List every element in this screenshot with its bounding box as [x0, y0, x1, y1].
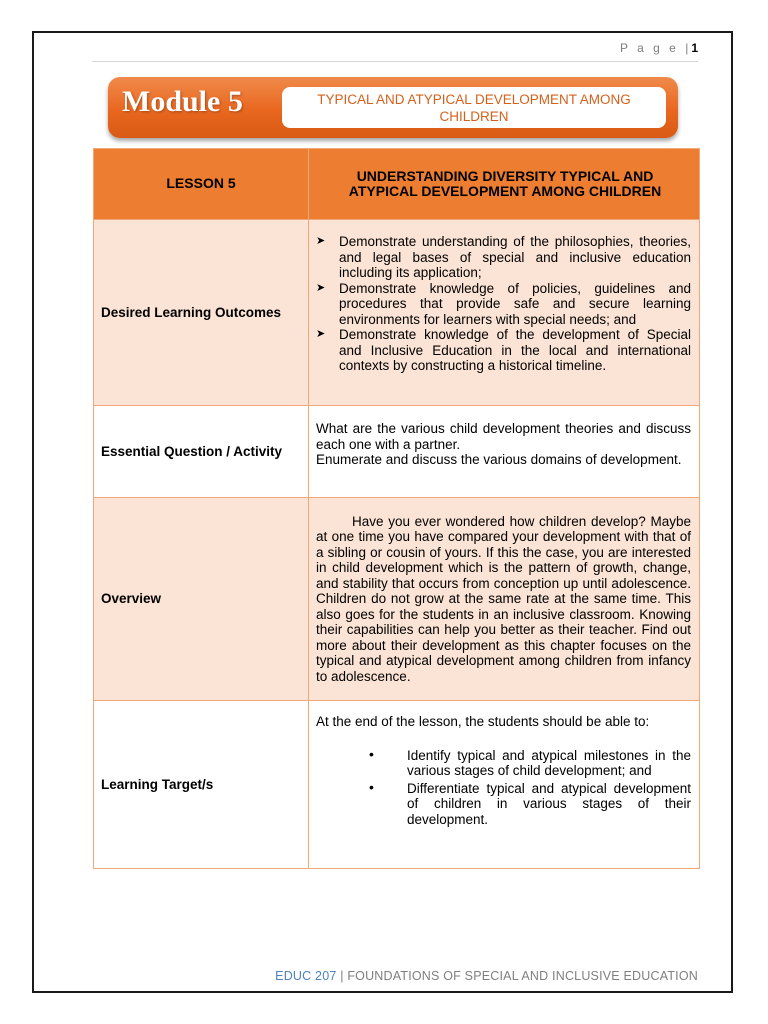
lesson-title: UNDERSTANDING DIVERSITY TYPICAL AND ATYPICAL DEVELOPMENT AMONG CHILDREN	[309, 149, 700, 220]
overview-text: Have you ever wondered how children develop? Maybe at one time you have compared your development with that of a sibling or cousin of yours. If this the case, you are interested in child development which is the pattern of growth, change, and stability that occurs from conception up until adolescence. Children do not grow at the same rate at the same time. This also goes for the students in an inclusive classroom. Knowing their capabilities can help you better as their teacher. Find out more about their development as this chapter focuses on the typical and atypical development among children from infancy to adolescence.	[316, 513, 691, 684]
question-line-1: What are the various child development theories and discuss each one with a partner.	[316, 421, 691, 452]
list-item	[316, 327, 691, 374]
course-code: EDUC 207	[275, 969, 337, 983]
question-label: Essential Question / Activity	[94, 406, 309, 498]
arrowhead-bullet-icon: ➤	[316, 235, 326, 247]
module-banner	[108, 77, 678, 138]
outcome-text: Demonstrate understanding of the philosophies, theories, and legal bases of special and inclusive education including its application;	[339, 234, 691, 280]
question-line-2: Enumerate and discuss the various domains of development.	[316, 452, 682, 467]
round-bullet-icon: •	[369, 778, 374, 795]
outcomes-list	[316, 234, 691, 374]
arrowhead-bullet-icon: ➤	[316, 328, 326, 340]
course-title: FOUNDATIONS OF SPECIAL AND INCLUSIVE EDUCATION	[347, 969, 698, 983]
question-content	[309, 406, 700, 498]
page-footer	[92, 969, 698, 983]
overview-label: Overview	[94, 498, 309, 701]
page-number: 1	[691, 41, 698, 55]
footer-separator: |	[336, 969, 348, 983]
target-text: Identify typical and atypical milestones in the various stages of child development; and	[407, 747, 691, 778]
lesson-header-row	[94, 149, 700, 220]
outcome-text: Demonstrate knowledge of policies, guidelines and procedures that provide safe and secure learning environments for learners with special needs; and	[339, 280, 691, 327]
overview-content	[309, 498, 700, 701]
list-item	[316, 745, 691, 779]
page-number-header	[560, 41, 698, 55]
round-bullet-icon: •	[369, 745, 374, 762]
targets-row	[94, 701, 700, 869]
targets-content	[309, 701, 700, 869]
list-item	[316, 234, 691, 281]
list-item	[316, 281, 691, 328]
targets-label: Learning Target/s	[94, 701, 309, 869]
page-label: P a g e |	[620, 41, 692, 55]
outcomes-content	[309, 220, 700, 406]
overview-row	[94, 498, 700, 701]
targets-intro: At the end of the lesson, the students should be able to:	[316, 714, 650, 729]
list-item	[316, 778, 691, 828]
module-title: Module 5	[122, 85, 243, 118]
arrowhead-bullet-icon: ➤	[316, 281, 326, 294]
target-text: Differentiate typical and atypical development of children in various stages of their development.	[407, 780, 691, 827]
lesson-label: LESSON 5	[94, 149, 309, 220]
question-row	[94, 406, 700, 498]
outcomes-row	[94, 220, 700, 406]
targets-list	[316, 745, 691, 828]
module-subtitle: TYPICAL AND ATYPICAL DEVELOPMENT AMONG CHILDREN	[282, 87, 666, 128]
lesson-table	[93, 148, 700, 869]
outcomes-label: Desired Learning Outcomes	[94, 220, 309, 406]
outcome-text: Demonstrate knowledge of the development of Special and Inclusive Education in the local and international contexts by constructing a historical timeline.	[339, 327, 691, 373]
header-divider	[92, 61, 698, 62]
